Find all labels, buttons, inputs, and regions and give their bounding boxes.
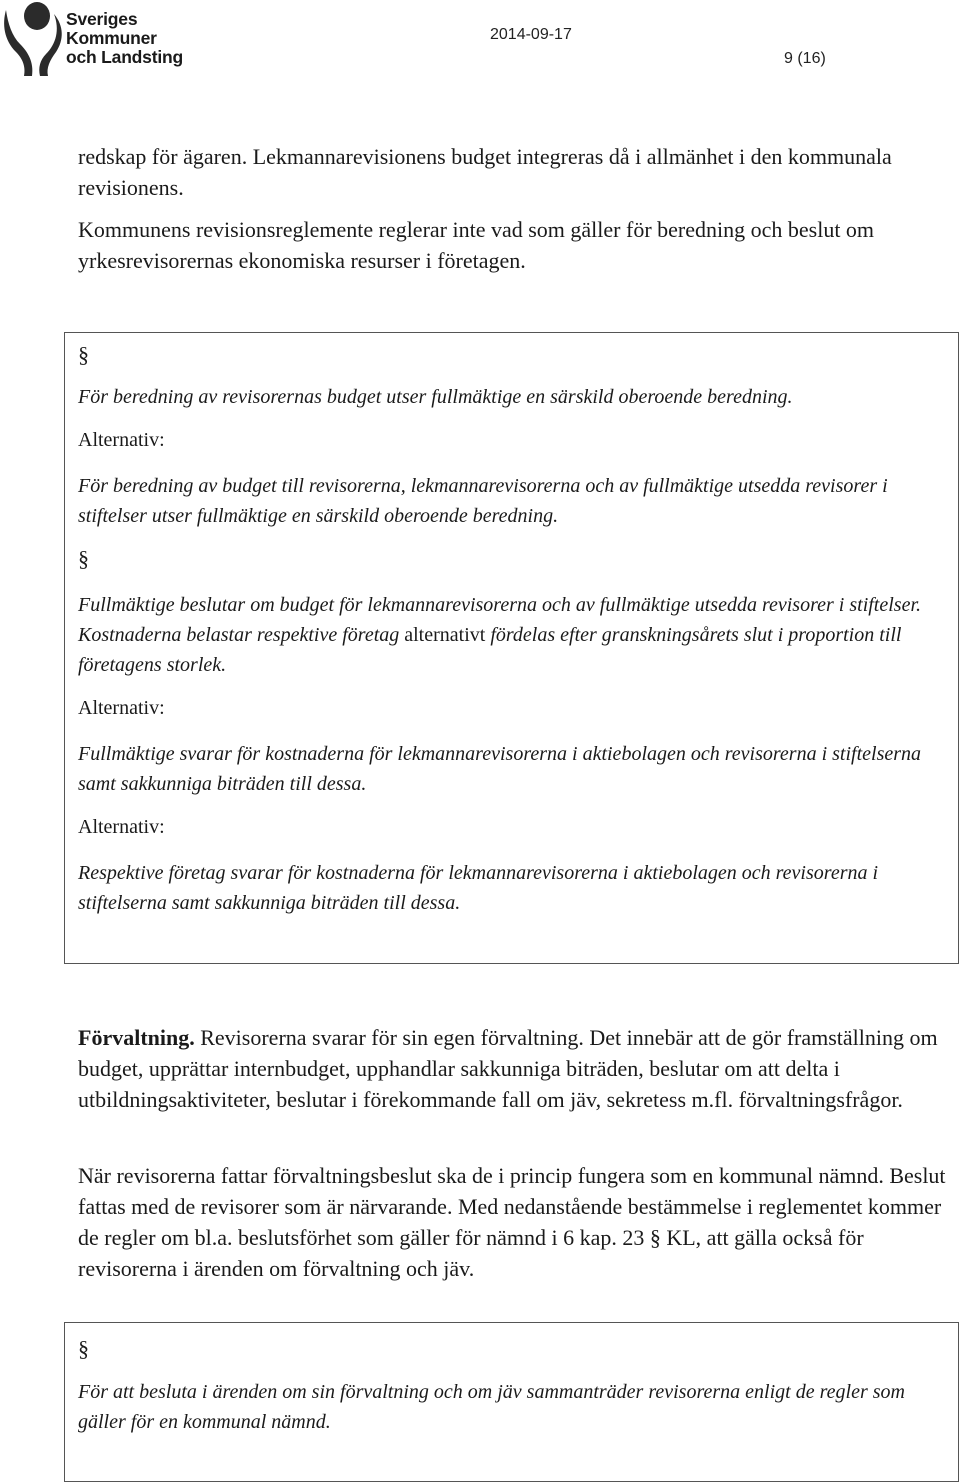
rule-budget-decision-a: Fullmäktige beslutar om budget för lekmannarevisorerna och av fullmäktige utsedda revisorer i stiftelser. Kostnaderna belastar respektive företag — [78, 594, 922, 646]
rule-budget-decision — [78, 590, 953, 680]
page-number: 9 (16) — [784, 50, 826, 67]
intro-paragraph-1: redskap för ägaren. Lekmannarevisionens budget integreras då i allmänhet i den kommunala revisionens. — [78, 144, 892, 200]
rule-cost-alternative-2: Respektive företag svarar för kostnaderna för lekmannarevisorerna i aktiebolagen och revisorerna i stiftelserna samt sakkunniga biträden till dessa. — [78, 862, 879, 914]
section-symbol: § — [78, 546, 89, 571]
org-name-line-3: och Landsting — [66, 47, 183, 67]
intro-paragraph-2: Kommunens revisionsreglemente reglerar inte vad som gäller för beredning och beslut om yrkesrevisorernas ekonomiska resurser i företagen. — [78, 217, 875, 273]
document-date: 2014-09-17 — [490, 26, 572, 43]
org-name-line-2: Kommuner — [66, 28, 157, 48]
forvaltning-heading: Förvaltning. — [78, 1025, 195, 1050]
rule-budget-decision-c: fördelas efter granskningsårets slut i proportion till företagens storlek. — [78, 624, 902, 676]
rule-cost-alternative-1: Fullmäktige svarar för kostnaderna för lekmannarevisorerna i aktiebolagen och revisorerna i stiftelserna samt sakkunniga biträden till dessa. — [78, 743, 922, 795]
rule-administration-meetings: För att besluta i ärenden om sin förvaltning och om jäv sammanträder revisorerna enligt de regler som gäller för en kommunal nämnd. — [78, 1381, 905, 1433]
org-name-line-1: Sveriges — [66, 9, 138, 29]
alternative-label: Alternativ: — [78, 429, 165, 451]
section-symbol: § — [78, 342, 89, 367]
rule-budget-preparation-alternative: För beredning av budget till revisorerna, lekmannarevisorerna och av fullmäktige utsedda revisorer i stiftelser utser fullmäktige en särskild oberoende beredning. — [78, 475, 888, 527]
forvaltning-paragraph-1-text: Revisorerna svarar för sin egen förvaltning. Det innebär att de gör framställning om budget, upprättar internbudget, upphandlar sakkunniga biträden, beslutar om att delta i utbildningsaktiviteter, beslutar i förekommande fall om jäv, sekretess m.fl. förvaltningsfrågor. — [78, 1025, 938, 1112]
org-name — [66, 10, 183, 67]
alternative-label: Alternativ: — [78, 816, 165, 838]
rule-budget-preparation: För beredning av revisorernas budget utser fullmäktige en särskild oberoende beredning. — [78, 386, 793, 408]
forvaltning-paragraph-2: När revisorerna fattar förvaltningsbeslut ska de i princip fungera som en kommunal nämnd. Beslut fattas med de revisorer som är närvarande. Med nedanstående bestämmelse i reglementet kommer de regler om bl.a. beslutsförhet som gäller för nämnd i 6 kap. 23 § KL, att gälla också för revisorerna i ärenden om förvaltning och jäv. — [78, 1163, 946, 1281]
forvaltning-paragraph-1 — [78, 1022, 958, 1115]
page-header — [0, 0, 960, 90]
alternative-label: Alternativ: — [78, 697, 165, 719]
section-symbol: § — [78, 1336, 89, 1361]
rule-budget-decision-b: alternativt — [399, 624, 491, 646]
